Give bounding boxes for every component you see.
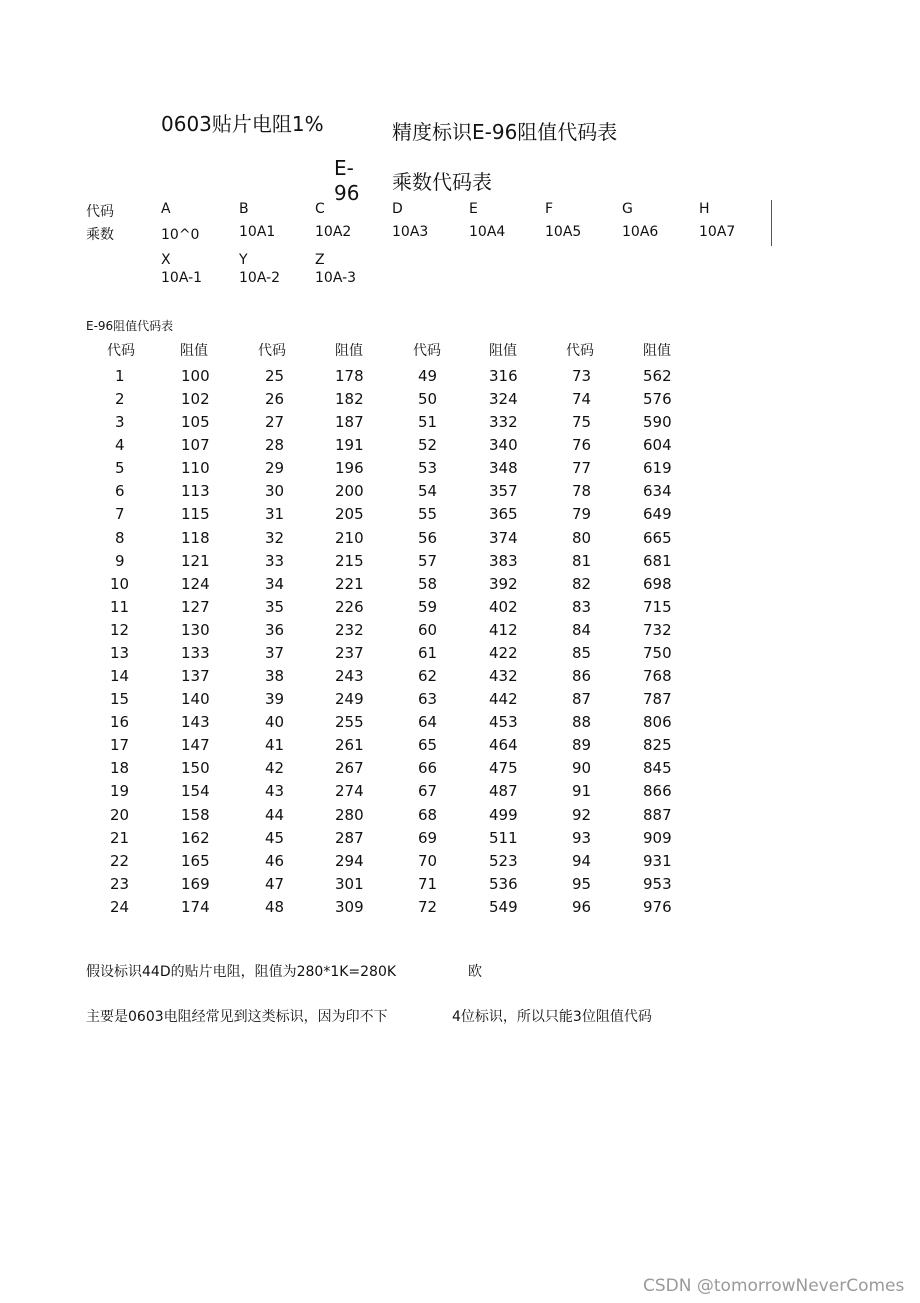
e96-cell: 77 [572, 459, 592, 478]
example-note: 假设标识44D的贴片电阻，阻值为280*1K=280K [86, 964, 397, 980]
e96-cell: 294 [335, 851, 364, 870]
e96-cell: 18 [110, 759, 130, 778]
e96-column-header: 代码 [258, 343, 286, 359]
e96-cell: 732 [643, 620, 672, 639]
e96-cell: 124 [181, 574, 210, 593]
e96-cell: 332 [489, 413, 518, 432]
divider-line [771, 200, 772, 246]
e96-cell: 95 [572, 874, 592, 893]
e96-fragment-top: E- [334, 156, 354, 180]
e96-cell: 37 [265, 643, 285, 662]
e96-cell: 39 [265, 690, 285, 709]
e96-cell: 806 [643, 713, 672, 732]
e96-cell: 3 [115, 413, 125, 432]
e96-cell: 73 [572, 367, 592, 385]
e96-cell: 50 [418, 390, 438, 409]
e96-cell: 86 [572, 667, 592, 686]
e96-cell: 8 [115, 528, 125, 547]
e96-cell: 71 [418, 874, 438, 893]
multiplier-value: 10^0 [161, 227, 200, 243]
e96-cell: 66 [418, 759, 438, 778]
e96-cell: 210 [335, 528, 364, 547]
e96-cell: 154 [181, 782, 210, 801]
e96-cell: 79 [572, 505, 592, 524]
e96-cell: 44 [265, 805, 285, 824]
e96-cell: 55 [418, 505, 438, 524]
e96-cell: 82 [572, 574, 592, 593]
e96-cell: 523 [489, 851, 518, 870]
e96-cell: 226 [335, 597, 364, 616]
e96-cell: 768 [643, 667, 672, 686]
e96-cell: 1 [115, 367, 125, 385]
e96-cell: 46 [265, 851, 285, 870]
e96-cell: 41 [265, 736, 285, 755]
e96-cell: 137 [181, 667, 210, 686]
e96-cell: 16 [110, 713, 130, 732]
e96-cell: 442 [489, 690, 518, 709]
e96-cell: 274 [335, 782, 364, 801]
e96-cell: 72 [418, 897, 438, 916]
multiplier-code: A [161, 201, 171, 217]
e96-cell: 237 [335, 643, 364, 662]
e96-cell: 94 [572, 851, 592, 870]
e96-cell: 31 [265, 505, 285, 524]
e96-cell: 113 [181, 482, 210, 501]
e96-cell: 316 [489, 367, 518, 385]
e96-cell: 54 [418, 482, 438, 501]
e96-cell: 562 [643, 367, 672, 385]
e96-cell: 51 [418, 413, 438, 432]
e96-cell: 243 [335, 667, 364, 686]
e96-cell: 81 [572, 551, 592, 570]
e96-cell: 681 [643, 551, 672, 570]
e96-cell: 453 [489, 713, 518, 732]
e96-cell: 15 [110, 690, 130, 709]
e96-cell: 162 [181, 828, 210, 847]
e96-cell: 143 [181, 713, 210, 732]
e96-cell: 182 [335, 390, 364, 409]
e96-cell: 931 [643, 851, 672, 870]
e96-cell: 158 [181, 805, 210, 824]
e96-cell: 301 [335, 874, 364, 893]
e96-cell: 96 [572, 897, 592, 916]
e96-cell: 100 [181, 367, 210, 385]
e96-cell: 4 [115, 436, 125, 455]
e96-cell: 88 [572, 713, 592, 732]
e96-cell: 49 [418, 367, 438, 385]
e96-column-header: 阻值 [335, 343, 363, 359]
e96-cell: 24 [110, 897, 130, 916]
e96-column-header: 阻值 [489, 343, 517, 359]
e96-cell: 20 [110, 805, 130, 824]
multiplier-code: B [239, 201, 249, 217]
e96-cell: 140 [181, 690, 210, 709]
e96-cell: 887 [643, 805, 672, 824]
multiplier-value: 10A6 [622, 224, 659, 240]
e96-cell: 121 [181, 551, 210, 570]
multiplier-value: 10A3 [392, 224, 429, 240]
e96-caption: E-96阻值代码表 [86, 319, 174, 333]
e96-cell: 70 [418, 851, 438, 870]
multiplier-code: F [545, 201, 554, 217]
watermark: CSDN @tomorrowNeverComes [643, 1276, 905, 1296]
e96-cell: 23 [110, 874, 130, 893]
e96-cell: 422 [489, 643, 518, 662]
multiplier-value: 10A2 [315, 224, 352, 240]
e96-cell: 105 [181, 413, 210, 432]
e96-cell: 92 [572, 805, 592, 824]
e96-cell: 32 [265, 528, 285, 547]
e96-cell: 665 [643, 528, 672, 547]
e96-cell: 205 [335, 505, 364, 524]
e96-cell: 17 [110, 736, 130, 755]
e96-cell: 147 [181, 736, 210, 755]
e96-cell: 47 [265, 874, 285, 893]
e96-cell: 10 [110, 574, 130, 593]
e96-cell: 63 [418, 690, 438, 709]
e96-cell: 91 [572, 782, 592, 801]
e96-cell: 511 [489, 828, 518, 847]
e96-cell: 340 [489, 436, 518, 455]
multiplier-label: 乘数 [86, 227, 114, 243]
e96-cell: 402 [489, 597, 518, 616]
e96-cell: 76 [572, 436, 592, 455]
example-unit: 欧 [468, 964, 482, 980]
multiplier-code: G [622, 201, 633, 217]
e96-cell: 11 [110, 597, 130, 616]
e96-cell: 787 [643, 690, 672, 709]
e96-cell: 191 [335, 436, 364, 455]
e96-cell: 53 [418, 459, 438, 478]
e96-cell: 280 [335, 805, 364, 824]
e96-column-header: 阻值 [180, 343, 208, 359]
e96-cell: 7 [115, 505, 125, 524]
e96-cell: 102 [181, 390, 210, 409]
e96-cell: 174 [181, 897, 210, 916]
e96-cell: 26 [265, 390, 285, 409]
e96-cell: 365 [489, 505, 518, 524]
e96-cell: 69 [418, 828, 438, 847]
e96-cell: 536 [489, 874, 518, 893]
e96-cell: 84 [572, 620, 592, 639]
e96-cell: 115 [181, 505, 210, 524]
e96-column-header: 代码 [107, 343, 135, 359]
e96-cell: 12 [110, 620, 130, 639]
e96-cell: 267 [335, 759, 364, 778]
e96-cell: 249 [335, 690, 364, 709]
multiplier-code: H [699, 201, 710, 217]
multiplier-value: 10A7 [699, 224, 736, 240]
e96-cell: 21 [110, 828, 130, 847]
e96-cell: 383 [489, 551, 518, 570]
e96-cell: 499 [489, 805, 518, 824]
e96-cell: 90 [572, 759, 592, 778]
e96-cell: 89 [572, 736, 592, 755]
e96-cell: 35 [265, 597, 285, 616]
e96-cell: 324 [489, 390, 518, 409]
e96-cell: 40 [265, 713, 285, 732]
multiplier-extra-code: Z [315, 252, 325, 268]
e96-cell: 590 [643, 413, 672, 432]
e96-cell: 74 [572, 390, 592, 409]
e96-cell: 57 [418, 551, 438, 570]
e96-cell: 56 [418, 528, 438, 547]
e96-cell: 80 [572, 528, 592, 547]
e96-cell: 62 [418, 667, 438, 686]
e96-cell: 392 [489, 574, 518, 593]
e96-cell: 261 [335, 736, 364, 755]
e96-column-header: 代码 [413, 343, 441, 359]
e96-cell: 68 [418, 805, 438, 824]
e96-cell: 59 [418, 597, 438, 616]
e96-cell: 150 [181, 759, 210, 778]
e96-cell: 649 [643, 505, 672, 524]
e96-cell: 845 [643, 759, 672, 778]
e96-cell: 215 [335, 551, 364, 570]
e96-cell: 169 [181, 874, 210, 893]
e96-cell: 196 [335, 459, 364, 478]
e96-cell: 48 [265, 897, 285, 916]
multiplier-code: E [469, 201, 478, 217]
e96-cell: 634 [643, 482, 672, 501]
multiplier-extra-value: 10A-3 [315, 270, 357, 286]
multiplier-value: 10A5 [545, 224, 582, 240]
e96-cell: 110 [181, 459, 210, 478]
e96-cell: 866 [643, 782, 672, 801]
multiplier-value: 10A4 [469, 224, 506, 240]
e96-cell: 58 [418, 574, 438, 593]
e96-cell: 953 [643, 874, 672, 893]
e96-cell: 432 [489, 667, 518, 686]
e96-cell: 127 [181, 597, 210, 616]
title-left: 0603贴片电阻1% [161, 112, 324, 136]
e96-cell: 6 [115, 482, 125, 501]
reason-note-part2: 4位标识，所以只能3位阻值代码 [452, 1009, 652, 1025]
e96-cell: 28 [265, 436, 285, 455]
e96-cell: 232 [335, 620, 364, 639]
e96-cell: 698 [643, 574, 672, 593]
e96-cell: 30 [265, 482, 285, 501]
e96-cell: 45 [265, 828, 285, 847]
e96-cell: 38 [265, 667, 285, 686]
e96-cell: 85 [572, 643, 592, 662]
multiplier-value: 10A1 [239, 224, 276, 240]
e96-cell: 9 [115, 551, 125, 570]
multiplier-extra-value: 10A-2 [239, 270, 281, 286]
e96-cell: 118 [181, 528, 210, 547]
e96-cell: 549 [489, 897, 518, 916]
e96-cell: 34 [265, 574, 285, 593]
e96-cell: 67 [418, 782, 438, 801]
e96-cell: 287 [335, 828, 364, 847]
e96-cell: 619 [643, 459, 672, 478]
e96-cell: 130 [181, 620, 210, 639]
e96-cell: 255 [335, 713, 364, 732]
code-label: 代码 [86, 204, 114, 220]
e96-cell: 221 [335, 574, 364, 593]
e96-cell: 19 [110, 782, 130, 801]
e96-cell: 412 [489, 620, 518, 639]
e96-cell: 52 [418, 436, 438, 455]
multiplier-code: C [315, 201, 325, 217]
e96-cell: 27 [265, 413, 285, 432]
e96-cell: 825 [643, 736, 672, 755]
e96-cell: 2 [115, 390, 125, 409]
reason-note-part1: 主要是0603电阻经常见到这类标识，因为印不下 [86, 1009, 388, 1025]
e96-cell: 309 [335, 897, 364, 916]
e96-cell: 187 [335, 413, 364, 432]
e96-cell: 107 [181, 436, 210, 455]
e96-cell: 36 [265, 620, 285, 639]
multiplier-code: D [392, 201, 403, 217]
e96-cell: 14 [110, 667, 130, 686]
e96-cell: 22 [110, 851, 130, 870]
multiplier-extra-code: X [161, 252, 171, 268]
e96-cell: 75 [572, 413, 592, 432]
e96-column-header: 阻值 [643, 343, 671, 359]
e96-cell: 576 [643, 390, 672, 409]
e96-cell: 65 [418, 736, 438, 755]
e96-cell: 29 [265, 459, 285, 478]
e96-cell: 357 [489, 482, 518, 501]
e96-cell: 475 [489, 759, 518, 778]
e96-cell: 13 [110, 643, 130, 662]
e96-cell: 83 [572, 597, 592, 616]
e96-cell: 165 [181, 851, 210, 870]
e96-cell: 976 [643, 897, 672, 916]
e96-cell: 43 [265, 782, 285, 801]
e96-column-header: 代码 [566, 343, 594, 359]
e96-cell: 64 [418, 713, 438, 732]
e96-cell: 5 [115, 459, 125, 478]
e96-cell: 750 [643, 643, 672, 662]
e96-cell: 604 [643, 436, 672, 455]
e96-cell: 200 [335, 482, 364, 501]
e96-cell: 33 [265, 551, 285, 570]
e96-cell: 133 [181, 643, 210, 662]
e96-cell: 78 [572, 482, 592, 501]
multiplier-extra-value: 10A-1 [161, 270, 203, 286]
e96-cell: 464 [489, 736, 518, 755]
e96-cell: 348 [489, 459, 518, 478]
multiplier-title: 乘数代码表 [392, 170, 492, 194]
e96-cell: 374 [489, 528, 518, 547]
e96-cell: 61 [418, 643, 438, 662]
e96-fragment-bottom: 96 [334, 181, 360, 201]
title-right: 精度标识E-96阻值代码表 [392, 120, 618, 144]
multiplier-extra-code: Y [239, 252, 248, 268]
e96-cell: 178 [335, 367, 364, 385]
e96-cell: 87 [572, 690, 592, 709]
e96-cell: 715 [643, 597, 672, 616]
e96-cell: 487 [489, 782, 518, 801]
e96-cell: 42 [265, 759, 285, 778]
e96-cell: 93 [572, 828, 592, 847]
e96-cell: 60 [418, 620, 438, 639]
e96-cell: 909 [643, 828, 672, 847]
e96-cell: 25 [265, 367, 285, 385]
